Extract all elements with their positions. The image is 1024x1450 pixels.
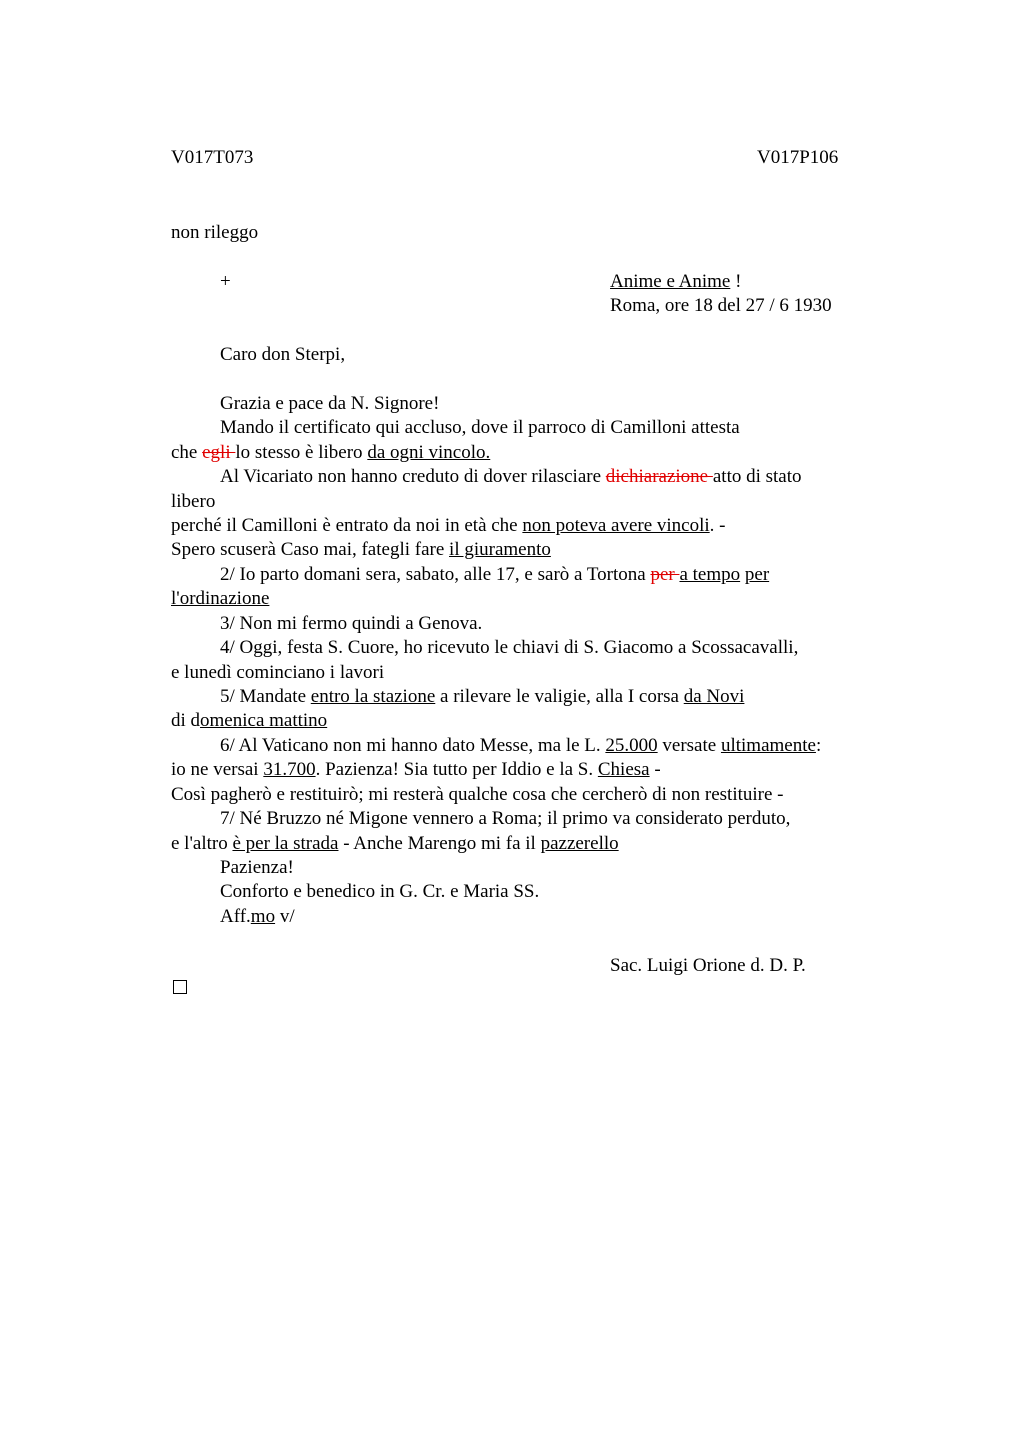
place-date: Roma, ore 18 del 27 / 6 1930 <box>610 295 832 316</box>
body-line: l'ordinazione <box>171 588 270 609</box>
end-marker-box <box>173 980 187 994</box>
body-line: io ne versai 31.700. Pazienza! Sia tutto per Iddio e la S. Chiesa - <box>171 759 661 780</box>
closing-abbrev: Aff.mo v/ <box>220 906 295 927</box>
body-line: Al Vicariato non hanno creduto di dover rilasciare dichiarazione atto di stato <box>220 466 802 487</box>
body-line: 7/ Né Bruzzo né Migone vennero a Roma; il primo va considerato perduto, <box>220 808 791 829</box>
deleted-text: dichiarazione <box>605 466 713 487</box>
body-line: e lunedì cominciano i lavori <box>171 662 385 683</box>
body-line: di domenica mattino <box>171 710 328 731</box>
closing-line: Conforto e benedico in G. Cr. e Maria SS. <box>220 881 540 902</box>
signature: Sac. Luigi Orione d. D. P. <box>610 955 806 976</box>
body-line: 2/ Io parto domani sera, sabato, alle 17, e sarò a Tortona per a tempo per <box>220 564 770 585</box>
body-line: Pazienza! <box>220 857 294 878</box>
cross-mark: + <box>220 271 231 292</box>
note-line: non rileggo <box>171 222 259 243</box>
motto-text: Anime e Anime <box>610 271 731 292</box>
archive-code-right: V017P106 <box>757 147 839 168</box>
deleted-text: per <box>650 564 680 585</box>
body-line: 6/ Al Vaticano non mi hanno dato Messe, ma le L. 25.000 versate ultimamente: <box>220 735 822 756</box>
body-line: 3/ Non mi fermo quindi a Genova. <box>220 613 483 634</box>
deleted-text: egli <box>202 442 236 463</box>
greeting: Grazia e pace da N. Signore! <box>220 393 440 414</box>
body-line: 5/ Mandate entro la stazione a rilevare le valigie, alla I corsa da Novi <box>220 686 745 707</box>
body-line: che egli lo stesso è libero da ogni vincolo. <box>171 442 491 463</box>
body-line: Spero scuserà Caso mai, fategli fare il giuramento <box>171 539 551 560</box>
body-line: Mando il certificato qui accluso, dove il parroco di Camilloni attesta <box>220 417 740 438</box>
body-line: perché il Camilloni è entrato da noi in età che non poteva avere vincoli. - <box>171 515 726 536</box>
body-line: libero <box>171 491 216 512</box>
body-line: e l'altro è per la strada - Anche Marengo mi fa il pazzerello <box>171 833 619 854</box>
body-line: Così pagherò e restituirò; mi resterà qualche cosa che cercherò di non restituire - <box>171 784 784 805</box>
archive-code-left: V017T073 <box>171 147 254 168</box>
motto: Anime e Anime ! <box>610 271 742 292</box>
salutation: Caro don Sterpi, <box>220 344 346 365</box>
body-line: 4/ Oggi, festa S. Cuore, ho ricevuto le chiavi di S. Giacomo a Scossacavalli, <box>220 637 799 658</box>
